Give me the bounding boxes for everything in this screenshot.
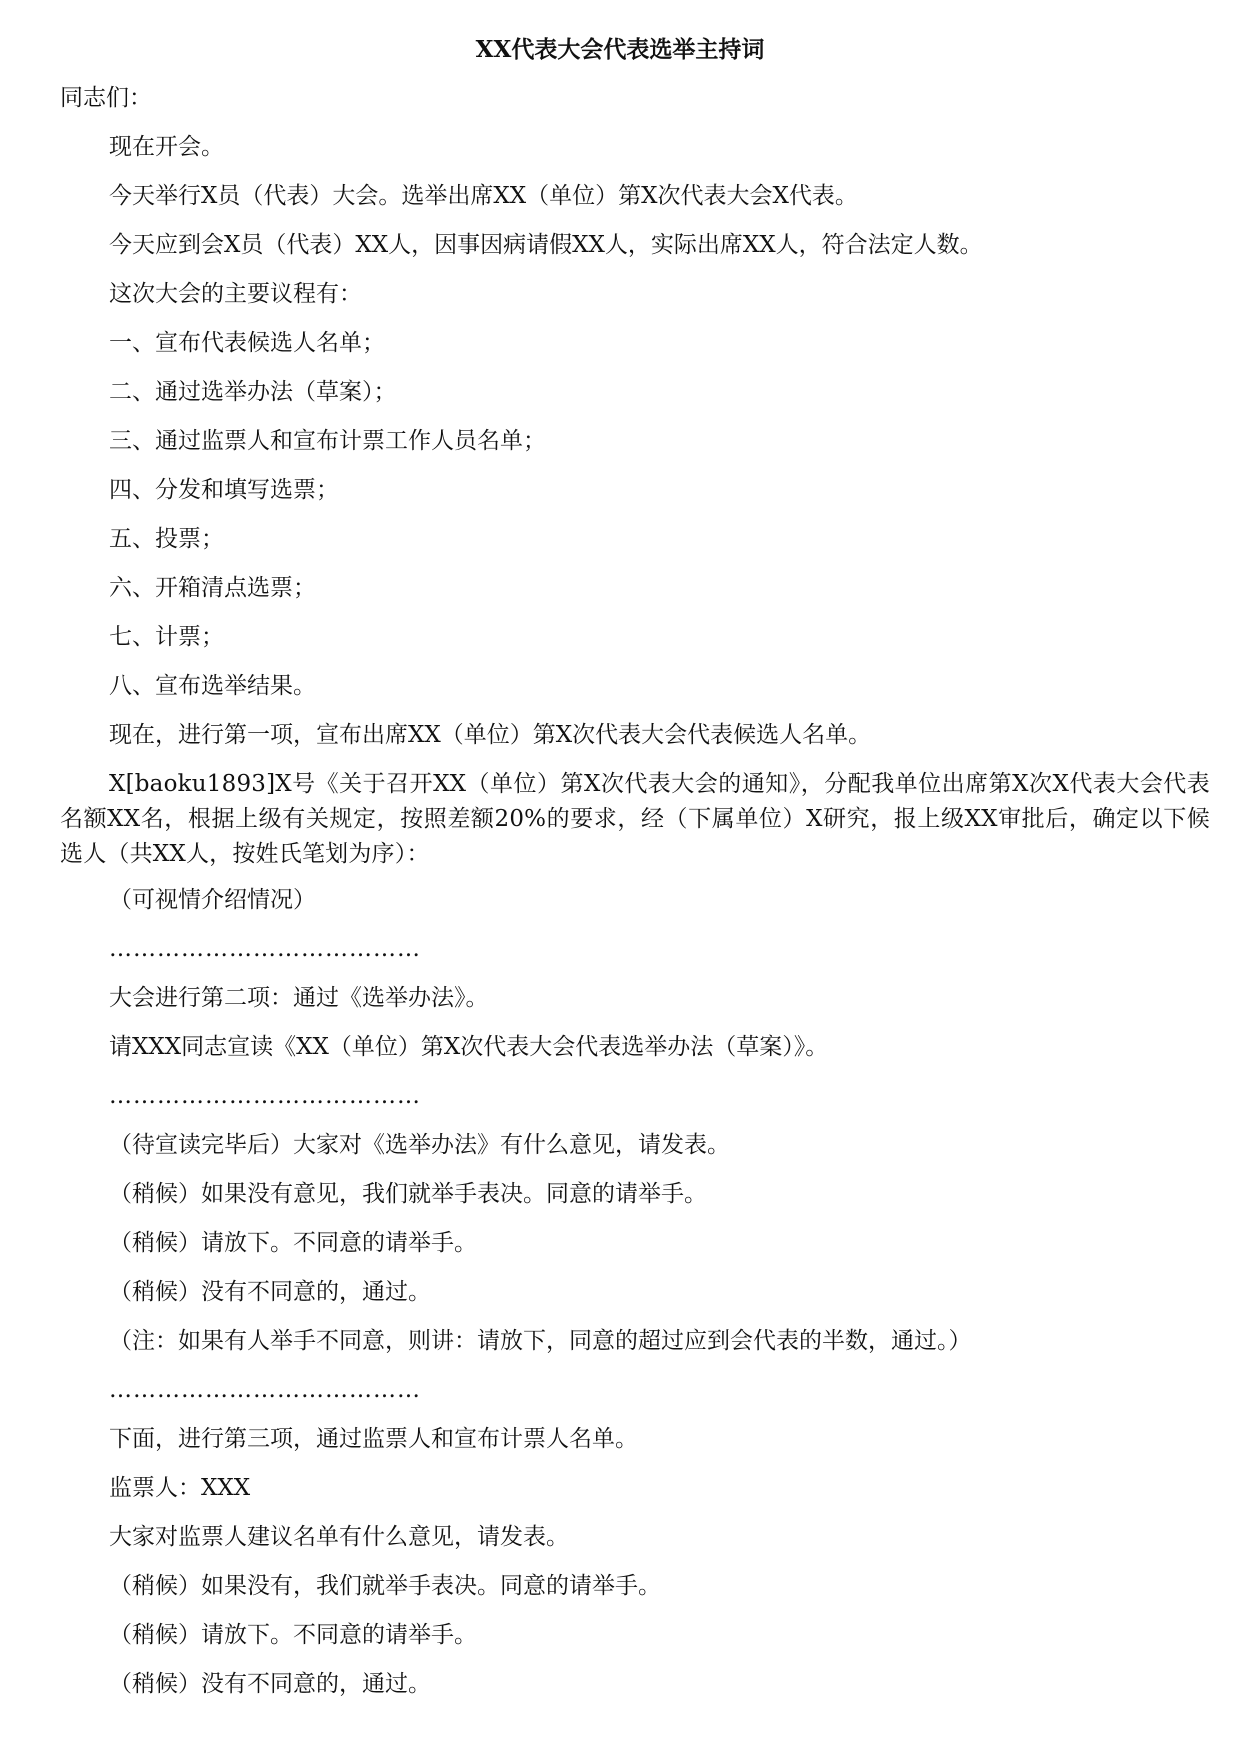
ellipsis-separator: ………………………………… (109, 1083, 421, 1109)
agenda-item: 四、分发和填写选票； (109, 477, 339, 503)
paragraph-line: （待宣读完毕后）大家对《选举办法》有什么意见，请发表。 (109, 1132, 730, 1158)
paragraph-line: 今天举行X员（代表）大会。选举出席XX（单位）第X次代表大会X代表。 (109, 183, 858, 209)
agenda-item: 一、宣布代表候选人名单； (109, 330, 385, 356)
salutation: 同志们： (60, 85, 152, 111)
paragraph-line: 大会进行第二项：通过《选举办法》。 (109, 985, 489, 1011)
paragraph-line: 现在，进行第一项，宣布出席XX（单位）第X次代表大会代表候选人名单。 (109, 722, 872, 748)
paragraph-line: 现在开会。 (109, 134, 224, 160)
paragraph-line: （稍候）如果没有，我们就举手表决。同意的请举手。 (109, 1573, 661, 1599)
paragraph-line: 大家对监票人建议名单有什么意见，请发表。 (109, 1524, 569, 1550)
agenda-item: 六、开箱清点选票； (109, 575, 316, 601)
paragraph-line: （可视情介绍情况） (109, 887, 316, 913)
ellipsis-separator: ………………………………… (109, 1377, 421, 1403)
paragraph-line: （稍候）请放下。不同意的请举手。 (109, 1622, 477, 1648)
notice-paragraph: X[baoku1893]X号《关于召开XX（单位）第X次代表大会的通知》，分配我单位出席第X次X代表大会代表名额XX名，根据上级有关规定，按照差额20%的要求，经（下属单位）X研究，报上级XX审批后，确定以下候选人（共XX人，按姓氏笔划为序）： (60, 771, 1210, 867)
ellipsis-separator: ………………………………… (109, 936, 421, 962)
agenda-item: 二、通过选举办法（草案）； (109, 379, 397, 405)
paragraph-line: （稍候）请放下。不同意的请举手。 (109, 1230, 477, 1256)
agenda-item: 五、投票； (109, 526, 224, 552)
paragraph-line: 下面，进行第三项，通过监票人和宣布计票人名单。 (109, 1426, 638, 1452)
agenda-item: 三、通过监票人和宣布计票工作人员名单； (109, 428, 546, 454)
paragraph-line: 今天应到会X员（代表）XX人，因事因病请假XX人，实际出席XX人，符合法定人数。 (109, 232, 983, 258)
agenda-item: 八、宣布选举结果。 (109, 673, 316, 699)
document-title: XX代表大会代表选举主持词 (475, 36, 765, 63)
paragraph-line: 这次大会的主要议程有： (109, 281, 362, 307)
paragraph-line: （稍候）没有不同意的，通过。 (109, 1279, 431, 1305)
note-line: （注：如果有人举手不同意，则讲：请放下，同意的超过应到会代表的半数，通过。） (109, 1328, 972, 1354)
paragraph-line: （稍候）没有不同意的，通过。 (109, 1671, 431, 1697)
paragraph-line: 监票人：XXX (109, 1475, 251, 1501)
paragraph-line: （稍候）如果没有意见，我们就举手表决。同意的请举手。 (109, 1181, 707, 1207)
paragraph-line: 请XXX同志宣读《XX（单位）第X次代表大会代表选举办法（草案）》。 (109, 1034, 829, 1060)
agenda-item: 七、计票； (109, 624, 224, 650)
